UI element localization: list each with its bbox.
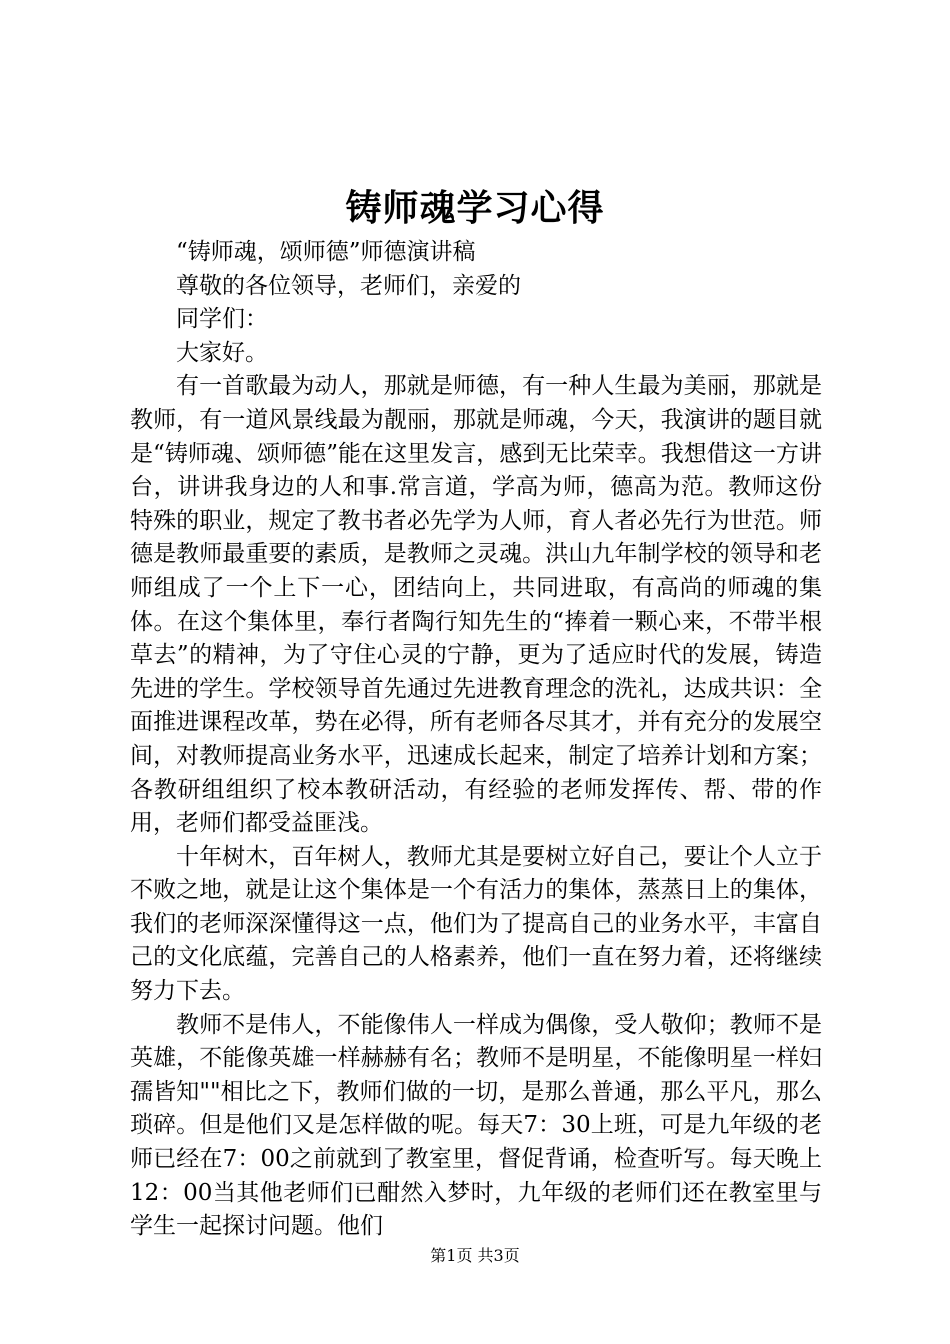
salutation-line-1: 尊敬的各位领导，老师们，亲爱的 (176, 272, 521, 299)
document-body (130, 236, 822, 1244)
salutation-line-2: 同学们： (176, 306, 268, 333)
body-paragraph-2: 十年树木，百年树人，教师尤其是要树立好自己，要让个人立于不败之地，就是让这个集体是一个有活力的集体，蒸蒸日上的集体，我们的老师深深懂得这一点，他们为了提高自己的业务水平，丰富自己的文化底蕴，完善自己的人格素养，他们一直在努力着，还将继续努力下去。 (130, 843, 822, 1005)
page-footer: 第1页 共3页 (430, 1246, 520, 1265)
document-title: 铸师魂学习心得 (345, 187, 605, 229)
speech-heading: “铸师魂，颂师德”师德演讲稿 (176, 239, 476, 265)
body-paragraph-3: 教师不是伟人，不能像伟人一样成为偶像，受人敬仰；教师不是英雄，不能像英雄一样赫赫有名；教师不是明星，不能像明星一样妇孺皆知""相比之下，教师们做的一切，是那么普通，那么平凡，那么琐碎。但是他们又是怎样做的呢。每天7：30上班，可是九年级的老师已经在7：00之前就到了教室里，督促背诵，检查听写。每天晚上12：00当其他老师们已酣然入梦时，九年级的老师们还在教室里与学生一起探讨问题。他们 (130, 1011, 822, 1240)
body-paragraph-1: 有一首歌最为动人，那就是师德，有一种人生最为美丽，那就是教师，有一道风景线最为靓丽，那就是师魂，今天，我演讲的题目就是“铸师魂、颂师德”能在这里发言，感到无比荣幸。我想借这一方讲台，讲讲我身边的人和事.常言道，学高为师，德高为范。教师这份特殊的职业，规定了教书者必先学为人师，育人者必先行为世范。师德是教师最重要的素质，是教师之灵魂。洪山九年制学校的领导和老师组成了一个上下一心，团结向上，共同进取，有高尚的师魂的集体。在这个集体里，奉行者陶行知先生的“捧着一颗心来，不带半根草去”的精神，为了守住心灵的宁静，更为了适应时代的发展，铸造先进的学生。学校领导首先通过先进教育理念的洗礼，达成共识：全面推进课程改革，势在必得，所有老师各尽其才，并有充分的发展空间，对教师提高业务水平，迅速成长起来，制定了培养计划和方案；各教研组组织了校本教研活动，有经验的老师发挥传、帮、带的作用，老师们都受益匪浅。 (130, 373, 822, 837)
greeting: 大家好。 (176, 339, 268, 366)
